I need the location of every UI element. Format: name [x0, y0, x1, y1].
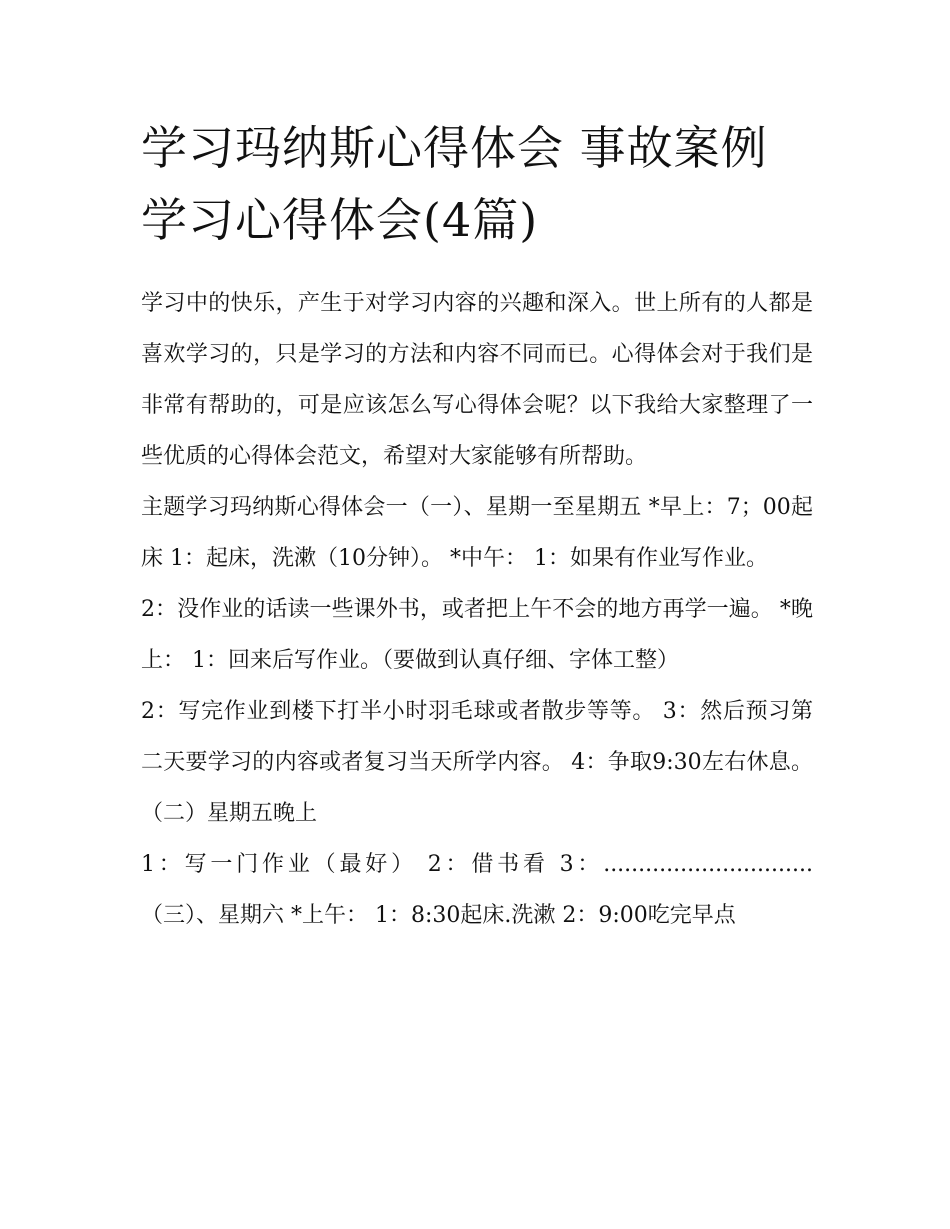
document-page	[141, 112, 813, 941]
paragraph-schedule-reading: 2：没作业的话读一些课外书，或者把上午不会的地方再学一遍。 *晚上： 1：回来后写作业。（要做到认真仔细、字体工整）	[141, 597, 813, 673]
document-title: 学习玛纳斯心得体会 事故案例学习心得体会(4篇)	[141, 121, 768, 247]
paragraph-intro: 学习中的快乐，产生于对学习内容的兴趣和深入。世上所有的人都是喜欢学习的，只是学习的方法和内容不同而已。心得体会对于我们是非常有帮助的，可是应该怎么写心得体会呢？以下我给大家整理了一些优质的心得体会范文，希望对大家能够有所帮助。	[141, 291, 813, 469]
paragraph-schedule-weekend: 1：写一门作业（最好） 2：借书看 3：..............................（三）、星期六 *上午： 1：8:30起床.洗漱 2：9:00吃完早点	[141, 852, 813, 928]
paragraph-schedule-weekday: 主题学习玛纳斯心得体会一（一）、星期一至星期五 *早上：7；00起床 1：起床，洗漱（10分钟）。 *中午： 1：如果有作业写作业。	[141, 495, 813, 571]
paragraph-schedule-evening: 2：写完作业到楼下打半小时羽毛球或者散步等等。 3：然后预习第二天要学习的内容或者复习当天所学内容。 4：争取9:30左右休息。 （二）星期五晚上	[141, 699, 813, 826]
